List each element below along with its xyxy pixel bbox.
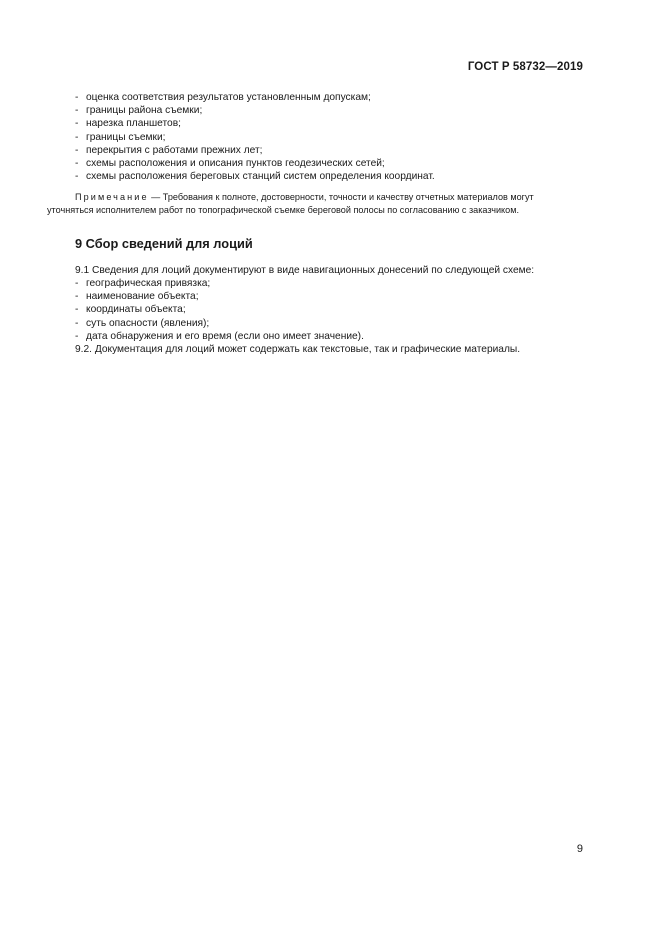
bullet-dash: - xyxy=(75,92,79,103)
clause-9-1: 9.1 Сведения для лоций документируют в виде навигационных донесений по следующей схеме: xyxy=(75,265,535,276)
report-scheme-list xyxy=(75,277,591,343)
list-item: - оценка соответствия результатов установленным допускам; xyxy=(75,92,371,103)
list-item: - координаты объекта; xyxy=(75,304,186,316)
bullet-dash: - xyxy=(75,171,79,183)
list-item: - географическая привязка; xyxy=(75,278,211,289)
bullet-dash: - xyxy=(75,317,79,329)
list-item: - схемы расположения береговых станций систем определения координат. xyxy=(75,171,435,183)
note-text: — Требования к полноте, достоверности, точности и качеству отчетных материалов могут xyxy=(148,192,534,202)
bullet-dash: - xyxy=(75,158,79,170)
section-heading: 9 Сбор сведений для лоций xyxy=(75,236,253,251)
bullet-dash: - xyxy=(75,105,79,117)
deliverables-list xyxy=(75,91,591,183)
document-code-header: ГОСТ Р 58732—2019 xyxy=(467,61,583,73)
bullet-dash: - xyxy=(75,144,79,156)
note-text-continuation: уточняться исполнителем работ по топографической съемке береговой полосы по согласованию с заказчиком. xyxy=(47,204,519,215)
note-paragraph xyxy=(47,191,591,216)
list-item: - дата обнаружения и его время (если оно имеет значение). xyxy=(75,330,364,342)
page-number: 9 xyxy=(576,843,583,855)
bullet-dash: - xyxy=(75,278,79,289)
bullet-dash: - xyxy=(75,118,79,130)
bullet-dash: - xyxy=(75,131,79,143)
list-item: - суть опасности (явления); xyxy=(75,317,210,329)
list-item: - нарезка планшетов; xyxy=(75,118,181,130)
list-item: - границы района съемки; xyxy=(75,105,203,117)
clause-9-2: 9.2. Документация для лоций может содержать как текстовые, так и графические материалы. xyxy=(75,344,521,355)
bullet-dash: - xyxy=(75,304,79,316)
list-item: - границы съемки; xyxy=(75,131,166,143)
note-label: Примечание xyxy=(75,192,149,202)
list-item: - наименование объекта; xyxy=(75,291,199,303)
list-item: - перекрытия с работами прежних лет; xyxy=(75,144,263,156)
bullet-dash: - xyxy=(75,330,79,342)
list-item: - схемы расположения и описания пунктов геодезических сетей; xyxy=(75,158,385,170)
bullet-dash: - xyxy=(75,291,79,303)
